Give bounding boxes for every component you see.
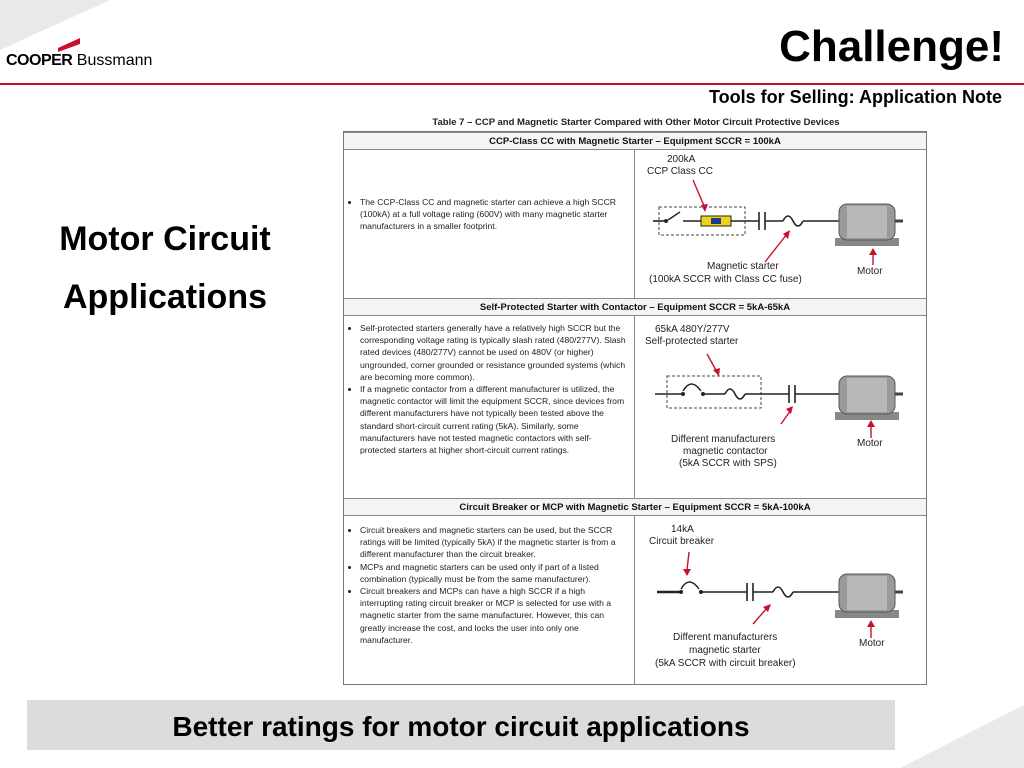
- slide-title: Challenge!: [779, 22, 1004, 71]
- section-1-component: Magnetic starter: [707, 261, 779, 272]
- section-2-rating: 65kA 480Y/277V: [655, 324, 730, 335]
- section-3-component-line1: Different manufacturers: [673, 632, 778, 643]
- section-2-motor-label: Motor: [857, 438, 883, 449]
- section-3-device: Circuit breaker: [649, 536, 715, 547]
- section-3-component-rating: (5kA SCCR with circuit breaker): [655, 658, 796, 669]
- section-1-rating: 200kA: [667, 154, 696, 165]
- section-2-text: [344, 318, 634, 498]
- section-1-diagram: [635, 150, 926, 298]
- section-2-header: Self-Protected Starter with Contactor – Equipment SCCR = 5kA-65kA: [344, 298, 926, 316]
- section-2-device: Self-protected starter: [645, 336, 739, 347]
- side-heading-line1: Motor Circuit: [59, 220, 271, 258]
- header-divider: [0, 83, 1024, 85]
- logo-text: [6, 52, 152, 70]
- section-2-component-line2: magnetic contactor: [683, 446, 768, 457]
- section-1-motor-label: Motor: [857, 266, 883, 277]
- section-1-header: CCP-Class CC with Magnetic Starter – Equipment SCCR = 100kA: [344, 132, 926, 150]
- section-2-circuit-diagram: [635, 316, 926, 498]
- section-1-device: CCP Class CC: [647, 166, 713, 177]
- side-heading-line2: Applications: [62, 278, 268, 316]
- cooper-bussmann-logo: [6, 36, 176, 76]
- section-1-bullet-1: • The CCP-Class CC and magnetic starter can achieve a high SCCR (100kA) at a full voltage rating (600V) with many magnetic starter manufacturers in a smaller footprint.: [360, 196, 626, 233]
- section-3-component-line2: magnetic starter: [689, 645, 761, 656]
- section-3-rating: 14kA: [671, 524, 694, 535]
- section-1-text: [344, 192, 634, 292]
- section-1-component-rating: (100kA SCCR with Class CC fuse): [649, 274, 802, 285]
- section-2-component-line1: Different manufacturers: [671, 434, 776, 445]
- section-3-bullet-1: • Circuit breakers and magnetic starters can be used, but the SCCR ratings will be limited (typically 5kA) if the magnetic starter is from a different manufacturer than the circuit breaker.: [360, 524, 626, 561]
- section-3-text: [344, 520, 634, 684]
- side-heading: [28, 210, 302, 326]
- section-3-bullet-3: • Circuit breakers and MCPs can have a high SCCR if a high interrupting rating circuit breaker or MCP is selected for use with a magnetic starter from the same manufacturer. However, this can greatly increase the cost, and locks the user into only one manufacturer.: [360, 585, 626, 646]
- section-3-header: Circuit Breaker or MCP with Magnetic Starter – Equipment SCCR = 5kA-100kA: [344, 498, 926, 516]
- bottom-banner: Better ratings for motor circuit applications: [27, 700, 895, 750]
- section-2-component-rating: (5kA SCCR with SPS): [679, 458, 777, 469]
- corner-decoration-bottom-right: [880, 700, 1024, 768]
- section-3-diagram: [635, 516, 926, 684]
- logo-name-bold: COOPER: [6, 52, 73, 69]
- section-2-diagram: [635, 316, 926, 498]
- section-2-bullet-2: • If a magnetic contactor from a different manufacturer is utilized, the magnetic contactor will limit the equipment SCCR, since devices from different manufacturers have not typically been tested above the standard short-circuit current rating (5kA). Similarly, some manufacturers have not tested magnetic contactors with self-protected starters at higher short-circuit current ratings.: [360, 383, 626, 456]
- section-3-bullet-2: • MCPs and magnetic starters can be used only if part of a listed combination (typically must be from the same manufacturer).: [360, 561, 626, 585]
- slide-subtitle: Tools for Selling: Application Note: [709, 87, 1002, 107]
- section-2-bullet-1: • Self-protected starters generally have a relatively high SCCR but the corresponding voltage rating is typically slash rated (480/277V). Slash rated devices (480/277V) cannot be used on 480V (or higher) ungrounded, corner grounded or resistance grounded systems (which are becoming more common).: [360, 322, 626, 383]
- logo-swoosh-icon: [58, 36, 80, 52]
- comparison-table: [343, 131, 927, 685]
- logo-name-regular: Bussmann: [76, 52, 153, 69]
- section-3-motor-label: Motor: [859, 638, 885, 649]
- table-caption: Table 7 – CCP and Magnetic Starter Compared with Other Motor Circuit Protective Devices: [432, 117, 840, 128]
